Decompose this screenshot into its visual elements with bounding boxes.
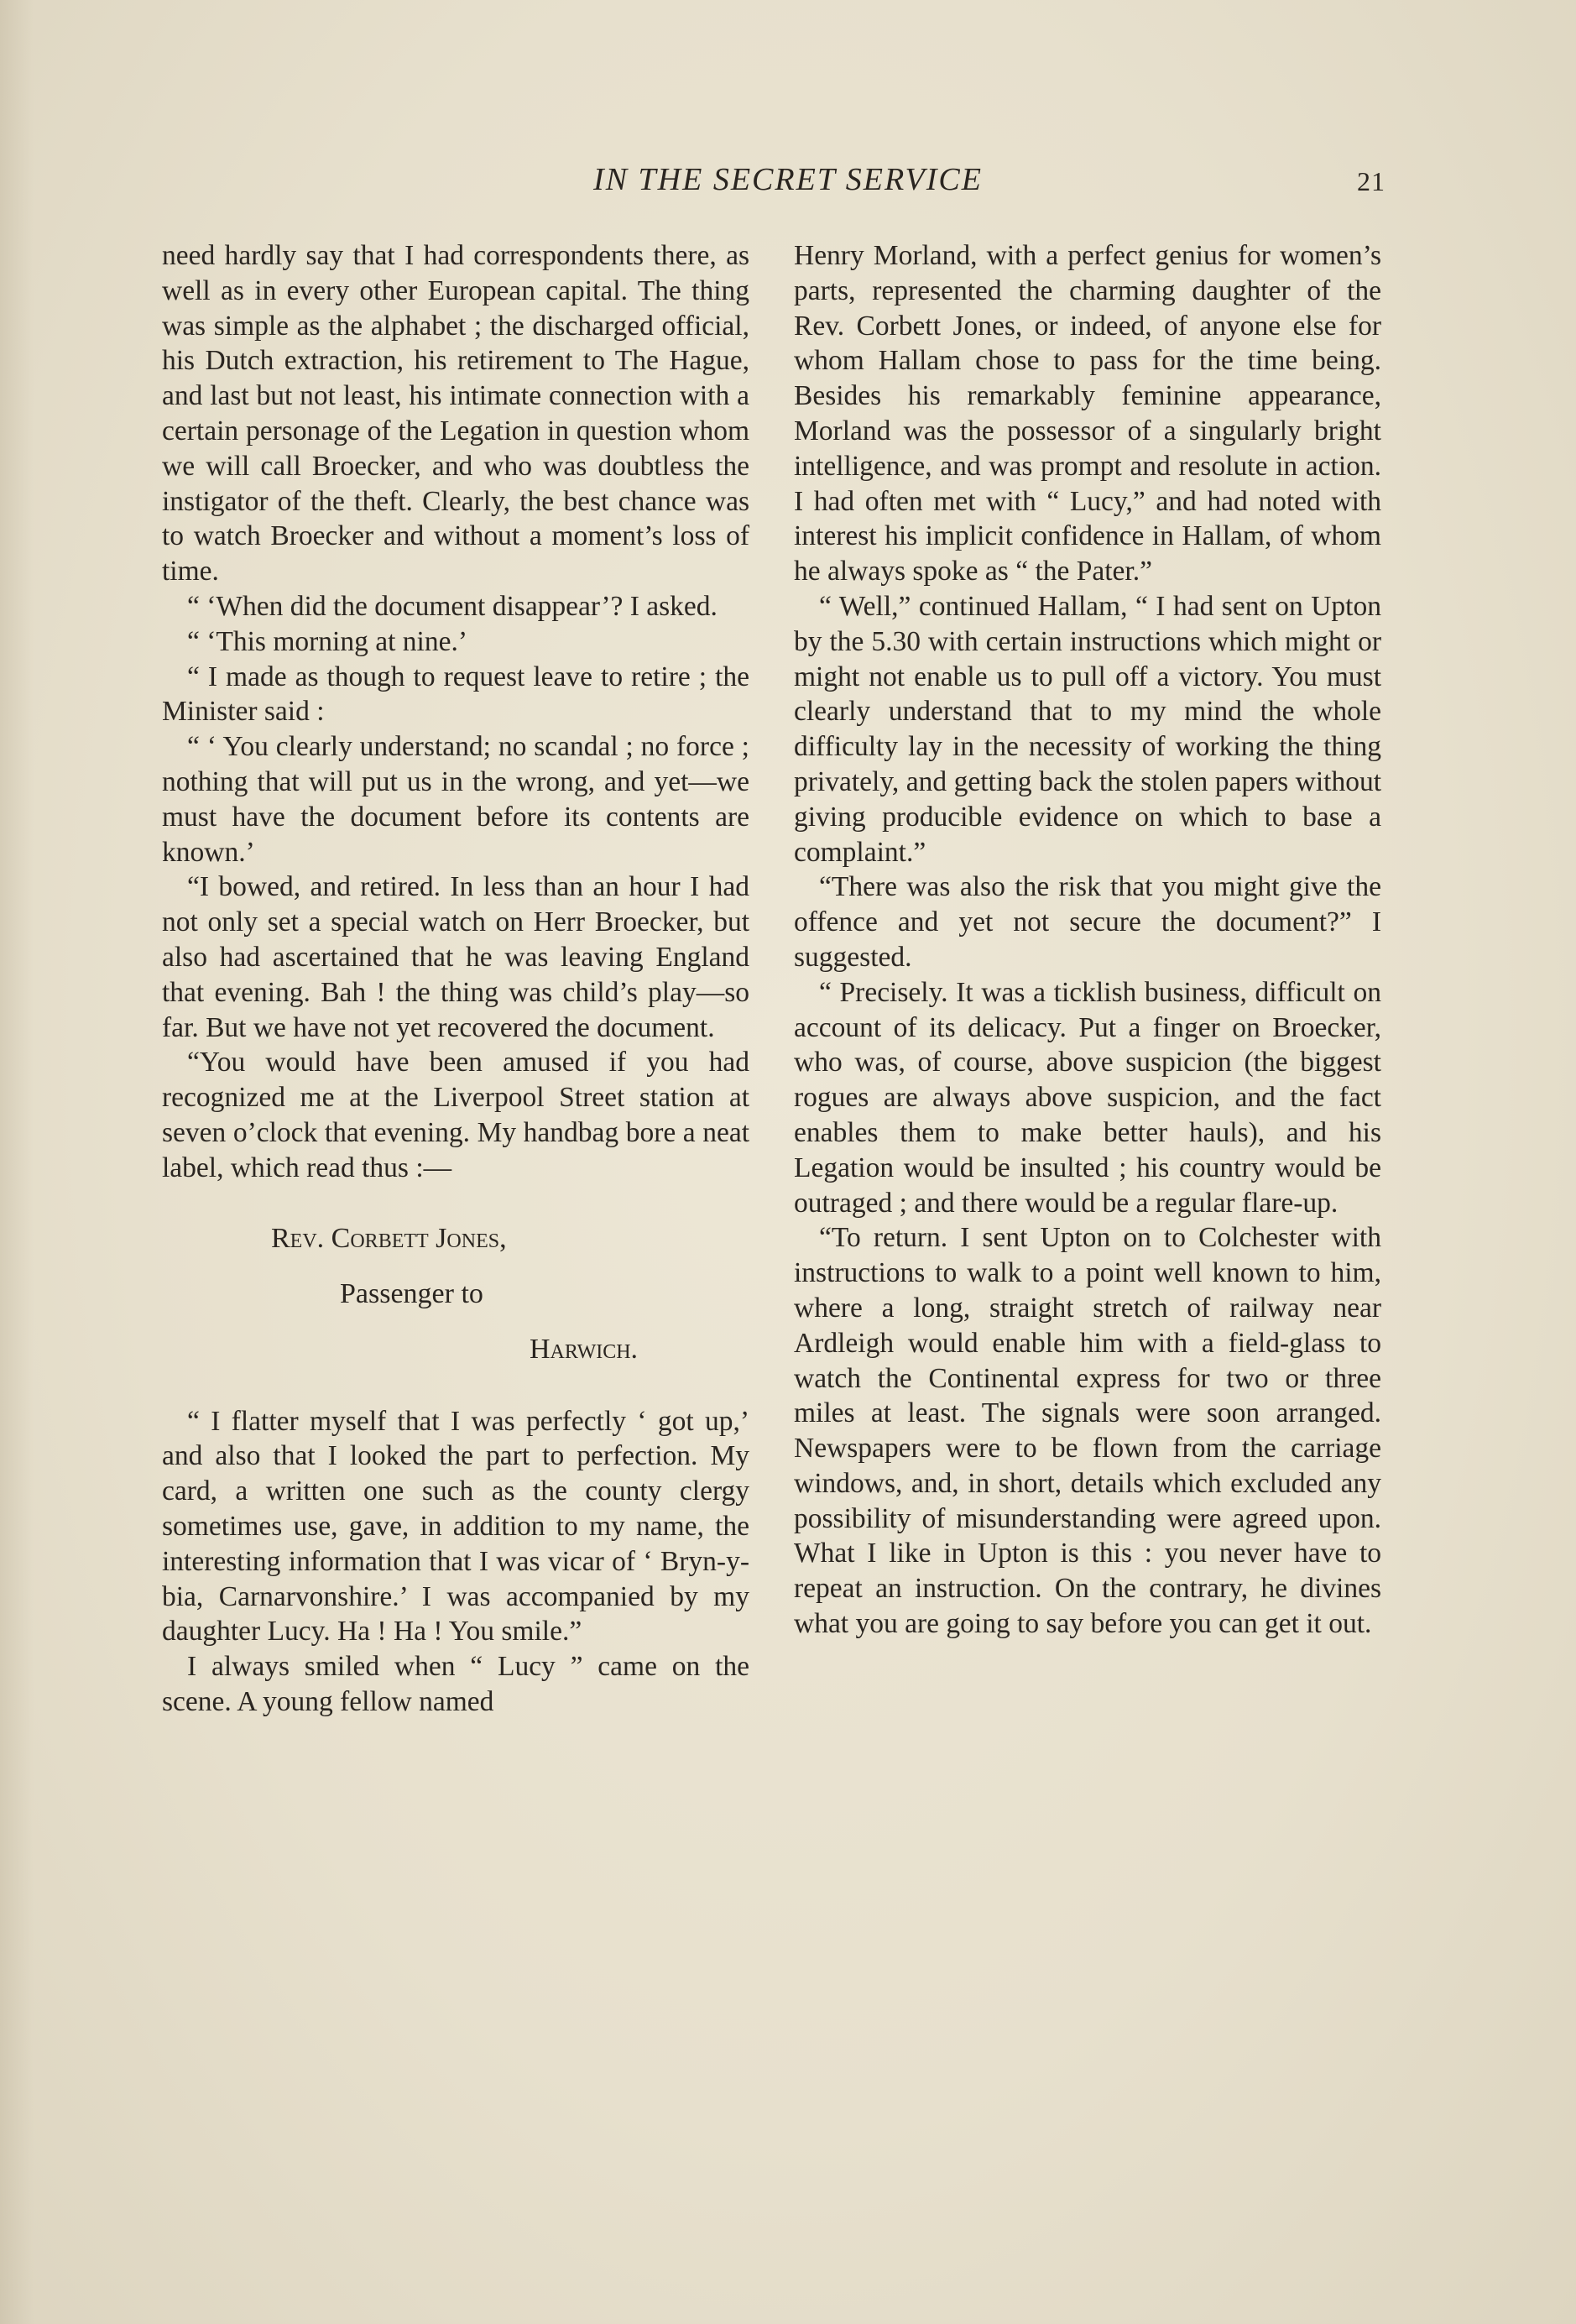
paragraph: “ ‘When did the document disappear’? I asked. — [187, 590, 718, 622]
label-destination-line: Harwich. — [530, 1333, 639, 1365]
paragraph: “ ‘This morning at nine.’ — [187, 625, 467, 657]
running-title: IN THE SECRET SERVICE — [593, 162, 983, 197]
paragraph: need hardly say that I had correspondents there, as well as in every other European capital. The thing was simple as the alphabet ; the discharged official, his Dutch extraction, his retirement to The Hague, and last but not least, his intimate connection with a certain personage of the Legation in question whom we will call Broecker, and who was doubtless the instigator of the theft. Clearly, the best chance was to watch Broecker and without a moment’s loss of time. — [162, 240, 749, 588]
paragraph: “To return. I sent Upton on to Colchester with instructions to walk to a point well known to him, where a long, straight stretch of railway near Ardleigh would enable him with a field-glass to watch the Continental express for two or three miles at least. The signals were soon arranged. Newspapers were to be flown from the carriage windows, and, in short, details which excluded any possibility of misunderstanding were agreed upon. What I like in Upton is this : you never have to repeat an instruction. On the contrary, he divines what you are going to say before you can get it out. — [794, 1222, 1381, 1640]
paragraph: “I bowed, and retired. In less than an hour I had not only set a special watch on Herr Broecker, but also had ascertained that he was leaving England that evening. Bah ! the thing was child’s play—so far. But we have not yet recovered the document. — [162, 871, 749, 1043]
luggage-label — [162, 1221, 749, 1367]
right-column — [794, 238, 1381, 1642]
page-edge-shading — [0, 0, 34, 2324]
paragraph: “ ‘ You clearly understand; no scandal ; no force ; nothing that will put us in the wrong, and yet—we must have the document before its contents are known.’ — [162, 731, 749, 868]
running-header — [0, 161, 1576, 203]
left-column — [162, 238, 749, 1720]
paragraph: Henry Morland, with a perfect genius for women’s parts, represented the charming daughter of the Rev. Corbett Jones, or indeed, of anyone else for whom Hallam chose to pass for the time being. Besides his remarkably feminine appearance, Morland was the possessor of a singularly bright intelligence, and was prompt and resolute in action. I had often met with “ Lucy,” and had noted with interest his implicit confidence in Hallam, of whom he always spoke as “ the Pater.” — [794, 240, 1381, 588]
paragraph: “You would have been amused if you had recognized me at the Liverpool Street station at seven o’clock that evening. My handbag bore a neat label, which read thus :— — [162, 1047, 749, 1183]
paragraph: “ I made as though to request leave to retire ; the Minister said : — [162, 661, 749, 728]
label-passenger-line: Passenger to — [340, 1277, 483, 1309]
label-name-line: Rev. Corbett Jones, — [271, 1222, 507, 1254]
paragraph: “ Precisely. It was a ticklish business, difficult on account of its delicacy. Put a finger on Broecker, who was, of course, above suspicion (the biggest rogues are always above suspicion, and the fact enables them to make better hauls), and his Legation would be insulted ; his country would be outraged ; and there would be a regular flare-up. — [794, 976, 1381, 1219]
paragraph: I always smiled when “ Lucy ” came on the scene. A young fellow named — [162, 1651, 749, 1717]
page-number: 21 — [1357, 166, 1386, 196]
paragraph: “There was also the risk that you might give the offence and yet not secure the document?” I suggested. — [794, 871, 1381, 973]
paragraph: “ Well,” continued Hallam, “ I had sent on Upton by the 5.30 with certain instructions which might or might not enable us to pull off a victory. You must clearly understand that to my mind the whole difficulty lay in the necessity of working the thing privately, and getting back the stolen papers without giving producible evidence on which to base a complaint.” — [794, 590, 1381, 868]
paragraph: “ I flatter myself that I was perfectly ‘ got up,’ and also that I looked the part to perfection. My card, a written one such as the county clergy sometimes use, gave, in addition to my name, the interesting information that I was vicar of ‘ Bryn-y-bia, Carnarvonshire.’ I was accompanied by my daughter Lucy. Ha ! Ha ! You smile.” — [162, 1405, 749, 1648]
